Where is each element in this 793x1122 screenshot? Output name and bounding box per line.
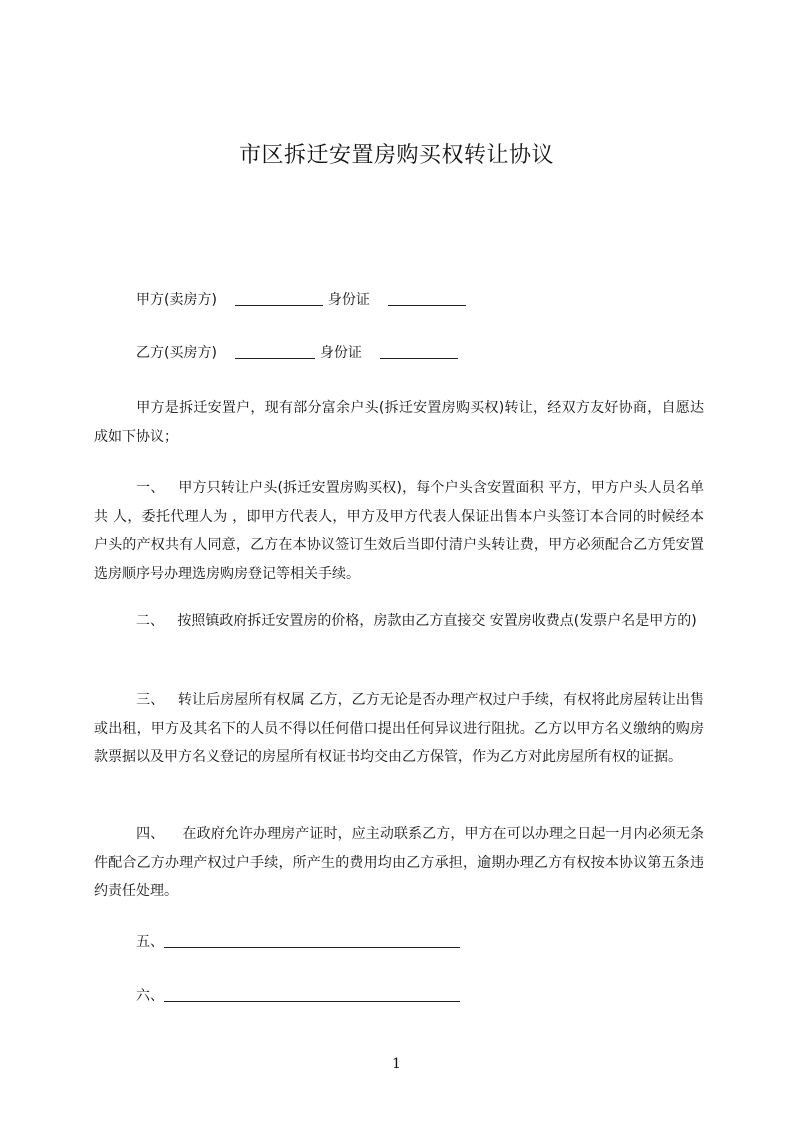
- clause-1-text: 甲方只转让户头(拆迁安置房购买权)，每个户头含安置面积 平方，甲方户头人员名单 共 人，委托代理人为 ，即甲方代表人，甲方及甲方代表人保证出售本户头签订本合同的时候经本户头的产权共有人同意，乙方在本协议签订生效后当即付清户头转让费，甲方必须配合乙方凭安置选房顺序号办理选房购房登记等相关手续。: [94, 480, 705, 582]
- clause-6-number: 六、: [136, 988, 164, 1004]
- party-a-label: 甲方(卖房方): [136, 292, 217, 308]
- party-b-id-label: 身份证: [319, 345, 362, 361]
- party-a-id-label: 身份证: [327, 292, 370, 308]
- clause-6-line: [136, 986, 460, 1006]
- clause-3-number: 三、: [136, 692, 165, 708]
- party-b-name-blank: [235, 344, 315, 359]
- clause-5-blank: [164, 933, 460, 948]
- party-b-label: 乙方(买房方): [136, 345, 217, 361]
- clause-5-line: [136, 932, 460, 952]
- clause-1-number: 一、: [136, 480, 165, 496]
- document-title: 市区拆迁安置房购买权转让协议: [238, 143, 554, 168]
- clause-2-number: 二、: [136, 613, 164, 629]
- party-b-line: [136, 343, 458, 363]
- clause-5-number: 五、: [136, 934, 164, 950]
- clause-4: [94, 820, 704, 906]
- page-number: 1: [392, 1056, 401, 1072]
- clause-4-text: 在政府允许办理房产证时，应主动联系乙方，甲方在可以办理之日起一月内必须无条件配合乙方办理产权过户手续，所产生的费用均由乙方承担，逾期办理乙方有权按本协议第五条违约责任处理。: [94, 826, 705, 899]
- clause-3: [94, 686, 704, 772]
- party-a-name-blank: [235, 291, 323, 306]
- clause-4-number: 四、: [136, 826, 165, 842]
- clause-3-text: 转让后房屋所有权属 乙方，乙方无论是否办理产权过户手续，有权将此房屋转让出售或出租，甲方及其名下的人员不得以任何借口提出任何异议进行阻扰。乙方以甲方名义缴纳的购房款票据以及甲方名义登记的房屋所有权证书均交由乙方保管，作为乙方对此房屋所有权的证据。: [94, 692, 705, 765]
- clause-6-blank: [164, 987, 460, 1002]
- party-a-line: [136, 290, 466, 310]
- clause-2: [94, 607, 704, 636]
- clause-2-text: 按照镇政府拆迁安置房的价格，房款由乙方直接交 安置房收费点(发票户名是甲方的): [177, 613, 697, 629]
- party-b-id-blank: [380, 344, 458, 359]
- clause-1: [94, 474, 704, 588]
- preamble-text: 甲方是拆迁安置户，现有部分富余户头(拆迁安置房购买权)转让，经双方友好协商，自愿达成如下协议；: [94, 400, 704, 445]
- party-a-id-blank: [388, 291, 466, 306]
- preamble-paragraph: [94, 394, 704, 451]
